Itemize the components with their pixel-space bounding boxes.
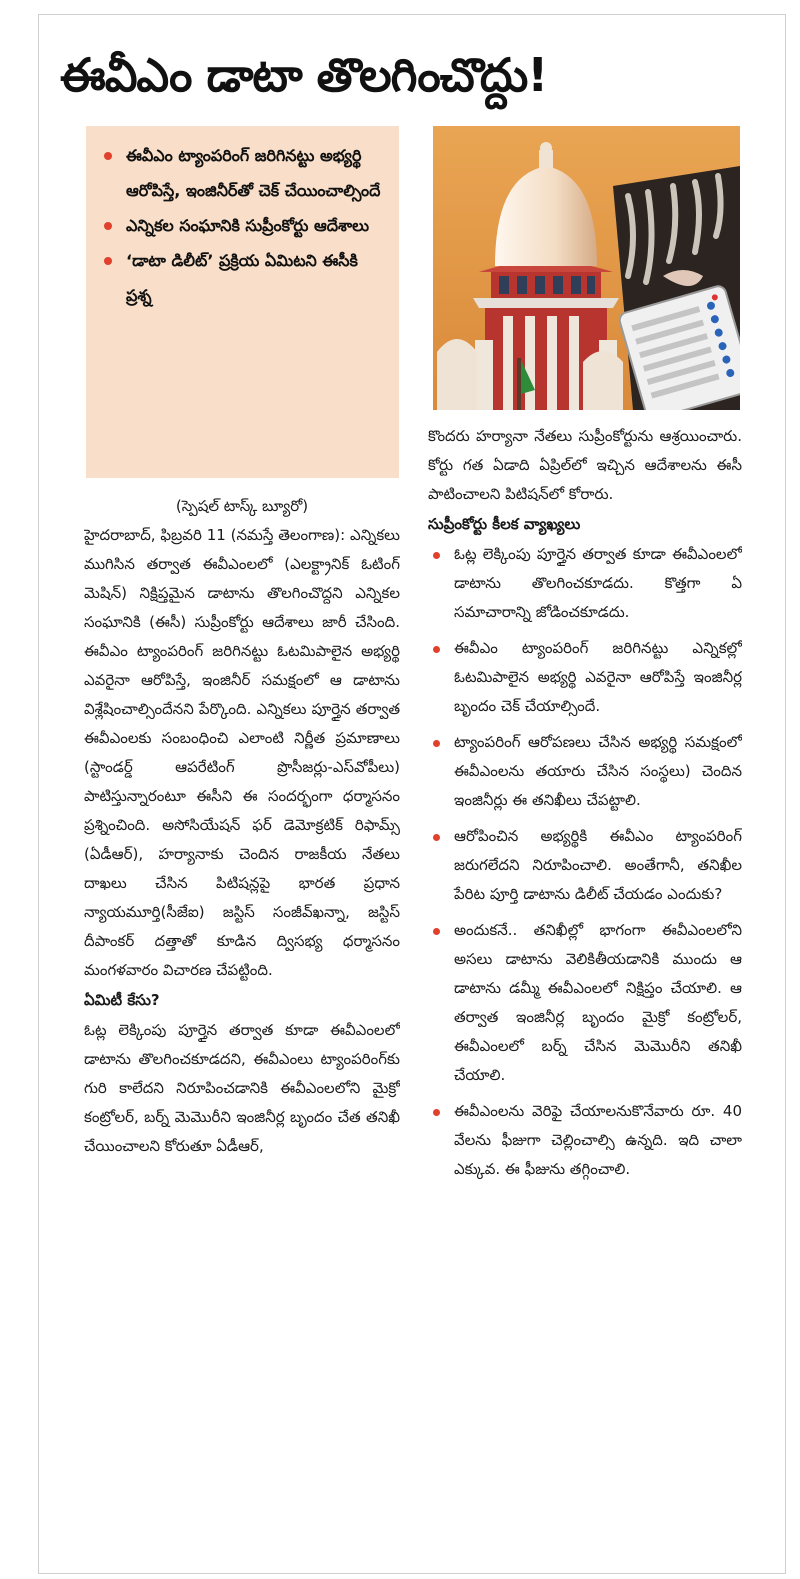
right-article-column [428,422,742,1572]
highlight-item [100,138,385,208]
highlights-box [86,126,399,478]
key-remark-text: ట్యాంపరింగ్ ఆరోపణలు చేసిన అభ్యర్థి సమక్షంలో ఈవీఎంలను తయారు చేసిన సంస్థలు) చెందిన ఇంజినీర్లు ఈ తనిఖీలు చేపట్టాలి. [454,733,742,809]
key-remark-item [428,634,742,721]
headline: ఈవీఎం డాటా తొలగించొద్దు! [60,48,548,102]
highlight-item [100,208,385,243]
bullet-icon [433,740,440,747]
bullet-icon [104,257,112,265]
bullet-icon [433,928,440,935]
bullet-icon [433,1109,440,1116]
article-paragraph: హైదరాబాద్, ఫిబ్రవరి 11 (నమస్తే తెలంగాణ): ఎన్నికలు ముగిసిన తర్వాత ఈవీఎంలలో (ఎలక్ట్రానిక్ ఓటింగ్ మెషిన్) నిక్షిప్తమైన డాటాను తొలగించొద్దని ఎన్నికల సంఘానికి (ఈసీ) సుప్రీంకోర్టు ఆదేశాలు జారీ చేసింది. ఈవీఎం ట్యాంపరింగ్ జరిగినట్టు ఓటమిపాలైన అభ్యర్థి ఎవరైనా ఆరోపిస్తే, ఇంజినీర్ సమక్షంలో ఆ డాటాను విశ్లేషించాల్సిందేనని పేర్కొంది. ఎన్నికలు పూర్తైన తర్వాత ఈవీఎంలకు సంబంధించి ఎలాంటి నిర్ణీత ప్రమాణాలు (స్టాండర్డ్ ఆపరేటింగ్ ప్రొసీజర్లు-ఎస్‌వోపీలు) పాటిస్తున్నారంటూ ఈసీని ఈ సందర్భంగా ధర్మాసనం ప్రశ్నించింది. అసోసియేషన్ ఫర్ డెమోక్రటిక్ రిఫామ్స్ (ఏడీఆర్), హర్యానాకు చెందిన రాజకీయ నేతలు దాఖలు చేసిన పిటిషన్లపై భారత ప్రధాన న్యాయమూర్తి(సీజేఐ) జస్టిస్ సంజీవ్‌ఖన్నా, జస్టిస్ దీపాంకర్ దత్తాతో కూడిన ద్విసభ్య ధర్మాసనం మంగళవారం విచారణ చేపట్టింది. [84,526,400,979]
key-remark-text: అందుకనే.. తనిఖీల్లో భాగంగా ఈవీఎంలలోని అసలు డాటాను వెలికితీయడానికి ముందు ఆ డాటాను డమ్మీ ఈవీఎంలలో నిక్షిప్తం చేయాలి. ఆ తర్వాత ఇంజినీర్ల బృందం మైక్రో కంట్రోలర్, ఈవీఎంలలో బర్న్ చేసిన మెమొరీని తనిఖీ చేయాలి. [454,921,742,1084]
bullet-icon [433,646,440,653]
key-remark-text: ఆరోపించిన అభ్యర్థికి ఈవీఎం ట్యాంపరింగ్ జరుగలేదని నిరూపించాలి. అంతేగానీ, తనిఖీల పేరిట పూర్తి డాటాను డిలీట్ చేయడం ఎందుకు? [454,827,742,903]
highlight-item [100,243,385,313]
bullet-icon [104,222,112,230]
left-article-column [84,492,400,1567]
key-remark-item [428,1097,742,1184]
article-paragraph: ఓట్ల లెక్కింపు పూర్తైన తర్వాత కూడా ఈవీఎంలలో డాటాను తొలగించకూడదని, ఈవీఎంలు ట్యాంపరింగ్‌కు గురి కాలేదని నిరూపించడానికి ఈవీఎంలలోని మైక్రో కంట్రోలర్, బర్న్ మెమొరీని ఇంజినీర్ల బృందం చేత తనిఖీ చేయించాలని కోరుతూ ఏడీఆర్, [84,1021,400,1155]
bullet-icon [433,552,440,559]
supreme-court-evm-illustration [433,126,740,410]
bullet-icon [433,834,440,841]
key-remark-text: ఈవీఎం ట్యాంపరింగ్ జరిగినట్టు ఎన్నికల్లో ఓటమిపాలైన అభ్యర్థి ఎవరైనా ఆరోపిస్తే ఇంజినీర్ల బృందం చెక్ చేయాల్సిందే. [454,639,742,715]
highlight-text: ‘డాటా డిలీట్’ ప్రక్రియ ఏమిటని ఈసీకి ప్రశ్న [126,251,358,305]
key-remark-item [428,728,742,815]
bullet-icon [104,152,112,160]
section-subhead: సుప్రీంకోర్టు కీలక వ్యాఖ్యలు [428,515,581,533]
key-remark-text: ఈవీఎంలను వెరిఫై చేయాలనుకొనేవారు రూ. 40 వేలను ఫీజుగా చెల్లించాల్సి ఉన్నది. ఇది చాలా ఎక్కువ. ఈ ఫీజును తగ్గించాలి. [454,1102,742,1178]
key-remark-item [428,822,742,909]
highlight-text: ఎన్నికల సంఘానికి సుప్రీంకోర్టు ఆదేశాలు [126,216,370,235]
key-remark-item [428,916,742,1090]
highlight-text: ఈవీఎం ట్యాంపరింగ్ జరిగినట్టు అభ్యర్థి ఆరోపిస్తే, ఇంజినీర్‌తో చెక్ చేయించాల్సిందే [126,146,381,200]
section-subhead: ఏమిటీ కేసు? [84,991,160,1009]
byline: (స్పెషల్ టాస్క్ బ్యూరో) [175,497,309,515]
key-remark-text: ఓట్ల లెక్కింపు పూర్తైన తర్వాత కూడా ఈవీఎంలలో డాటాను తొలగించకూడదు. కొత్తగా ఏ సమాచారాన్ని జోడించకూడదు. [454,545,742,621]
key-remark-item [428,540,742,627]
article-paragraph: కొందరు హర్యానా నేతలు సుప్రీంకోర్టును ఆశ్రయించారు. కోర్టు గత ఏడాది ఏప్రిల్‌లో ఇచ్చిన ఆదేశాలను ఈసీ పాటించాలని పిటిషన్‌లో కోరారు. [428,427,742,503]
